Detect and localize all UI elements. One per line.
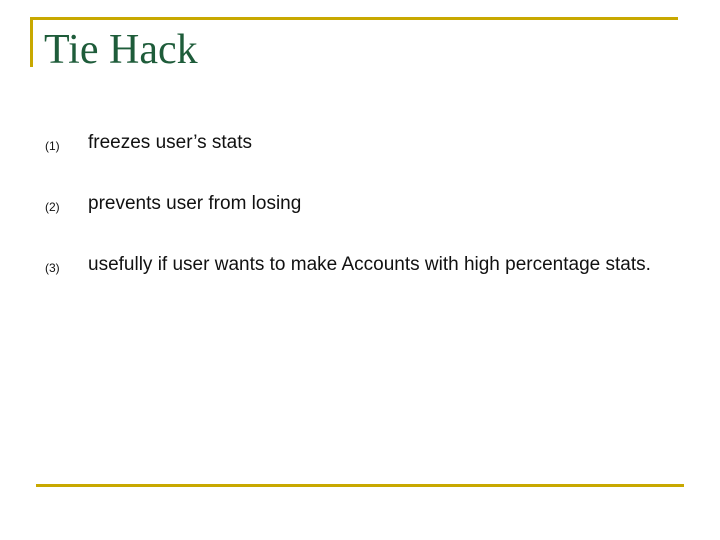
list-item-text: usefully if user wants to make Accounts with high percentage stats. bbox=[88, 254, 651, 275]
list-item-number: (3) bbox=[45, 261, 60, 275]
list-item-text: freezes user’s stats bbox=[88, 132, 253, 153]
list-item-text: prevents user from losing bbox=[88, 193, 302, 214]
list-item-number: (2) bbox=[45, 200, 60, 214]
list-item-number: (1) bbox=[45, 139, 60, 153]
slide-title: Tie Hack bbox=[44, 27, 198, 73]
bottom-border-line bbox=[36, 484, 684, 487]
